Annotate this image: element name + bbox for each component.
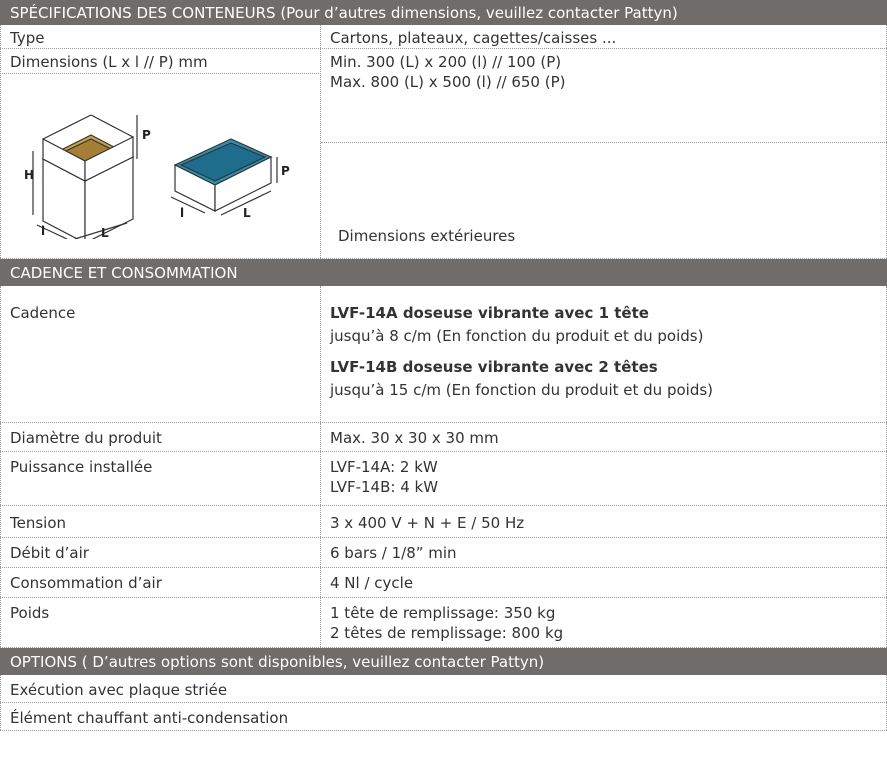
section-header-cadence xyxy=(0,259,887,286)
label-cadence: Cadence xyxy=(0,286,321,422)
diagram-label-h: H xyxy=(24,168,35,182)
label-debit-air: Débit d’air xyxy=(0,538,321,567)
value-consommation-air: 4 Nl / cycle xyxy=(321,568,887,597)
value-power-a: LVF-14A: 2 kW xyxy=(330,458,438,476)
row-option-1 xyxy=(0,675,887,703)
value-dim-max: Max. 800 (L) x 500 (l) // 650 (P) xyxy=(330,73,566,91)
label-dimensions: Dimensions (L x l // P) mm xyxy=(10,53,208,71)
diagram-label-l-big: L xyxy=(101,226,109,239)
value-diametre: Max. 30 x 30 x 30 mm xyxy=(321,423,887,451)
row-option-2 xyxy=(0,703,887,731)
section-title-specs: SPÉCIFICATIONS DES CONTENEURS (Pour d’autres dimensions, veuillez contacter Pattyn) xyxy=(10,3,678,22)
row-consommation-air xyxy=(0,568,887,598)
label-puissance: Puissance installée xyxy=(0,452,321,505)
row-type xyxy=(0,25,887,49)
label-type: Type xyxy=(0,25,321,48)
section-header-options xyxy=(0,648,887,675)
row-puissance xyxy=(0,452,887,506)
diagram-label-p: P xyxy=(142,128,151,142)
row-poids xyxy=(0,598,887,648)
option-element-chauffant: Élément chauffant anti-condensation xyxy=(0,703,887,730)
value-poids-2: 2 têtes de remplissage: 800 kg xyxy=(330,624,564,642)
value-poids-1: 1 tête de remplissage: 350 kg xyxy=(330,604,556,622)
value-type: Cartons, plateaux, cagettes/caisses ... xyxy=(321,25,887,48)
section-header-specs xyxy=(0,0,887,25)
label-consommation-air: Consommation d’air xyxy=(0,568,321,597)
section-title-options: OPTIONS ( D’autres options sont disponibles, veuillez contacter Pattyn) xyxy=(10,652,545,671)
section-title-cadence: CADENCE ET CONSOMMATION xyxy=(10,263,238,282)
diagram-label-l-small: l xyxy=(41,224,46,238)
container-diagram xyxy=(15,99,305,239)
value-dim-exterieures: Dimensions extérieures xyxy=(338,227,516,245)
value-lvf14a-text: jusqu’à 8 c/m (En fonction du produit et du poids) xyxy=(330,327,704,345)
tray-label-l-small: l xyxy=(180,206,185,220)
row-cadence xyxy=(0,286,887,423)
row-dimension-diagram xyxy=(0,73,887,259)
value-lvf14a-title: LVF-14A doseuse vibrante avec 1 tête xyxy=(330,304,649,322)
value-debit-air: 6 bars / 1/8” min xyxy=(321,538,887,567)
tray-label-p: P xyxy=(281,164,290,178)
row-debit-air xyxy=(0,538,887,568)
value-power-b: LVF-14B: 4 kW xyxy=(330,478,439,496)
label-diametre: Diamètre du produit xyxy=(0,423,321,451)
value-lvf14b-text: jusqu’à 15 c/m (En fonction du produit et du poids) xyxy=(330,381,714,399)
row-diametre xyxy=(0,423,887,452)
option-plaque-striee: Exécution avec plaque striée xyxy=(0,675,887,702)
tray-label-l-big: L xyxy=(243,206,251,220)
tall-box-illustration xyxy=(33,115,137,239)
row-tension xyxy=(0,506,887,538)
tray-illustration xyxy=(171,139,277,215)
value-dim-min: Min. 300 (L) x 200 (l) // 100 (P) xyxy=(330,53,562,71)
value-lvf14b-title: LVF-14B doseuse vibrante avec 2 têtes xyxy=(330,358,658,376)
value-tension: 3 x 400 V + N + E / 50 Hz xyxy=(321,506,887,537)
label-tension: Tension xyxy=(0,506,321,537)
label-poids: Poids xyxy=(0,598,321,647)
